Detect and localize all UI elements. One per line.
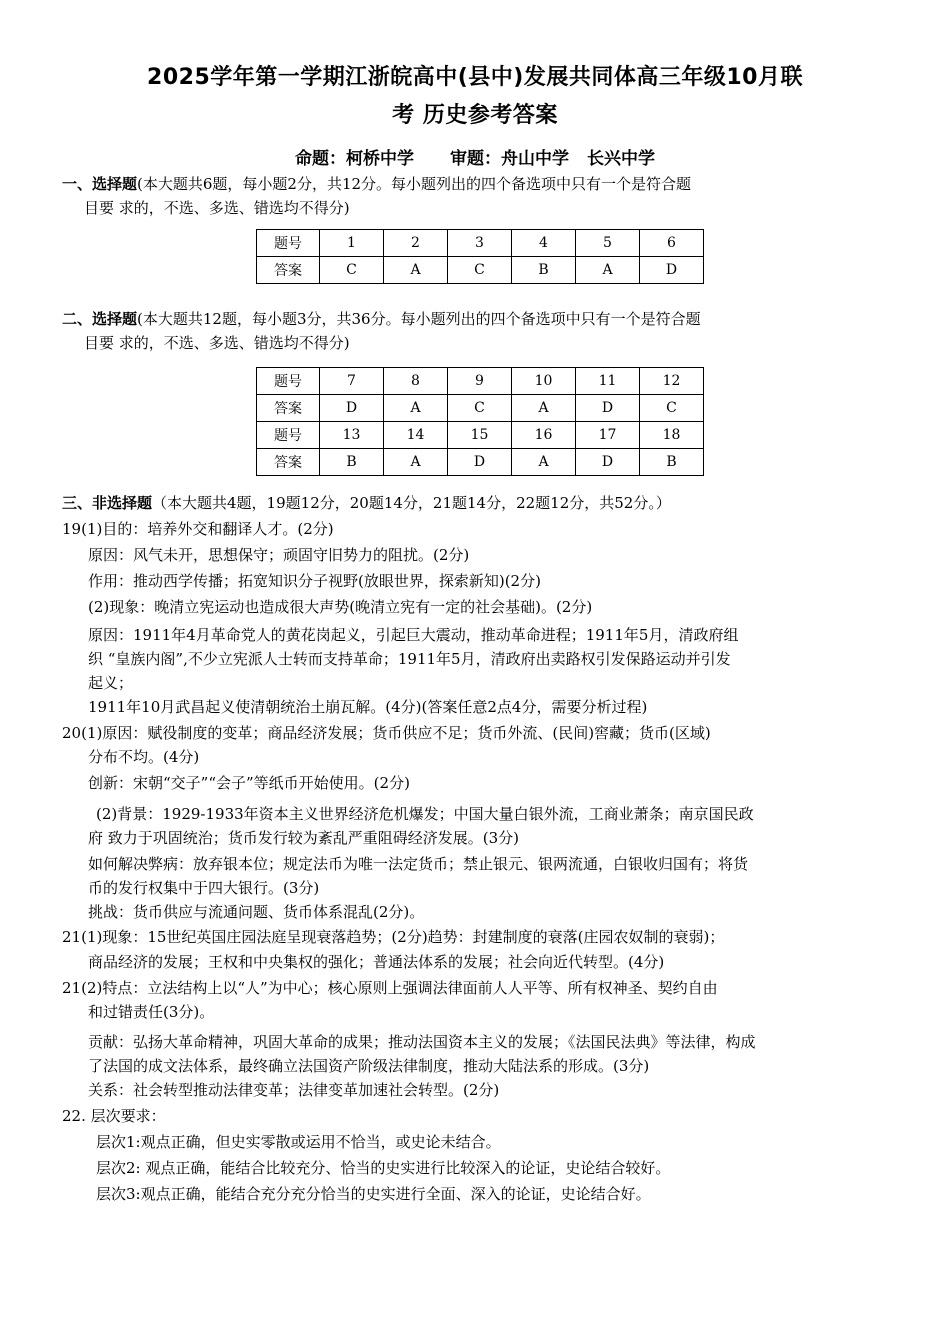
table-cell: 10 — [512, 368, 576, 395]
table-cell: B — [640, 449, 704, 476]
table-cell: B — [512, 257, 576, 284]
table-cell: C — [448, 257, 512, 284]
table-cell: 题号 — [257, 230, 320, 257]
table-cell: 8 — [384, 368, 448, 395]
table-cell: 14 — [384, 422, 448, 449]
section-3-desc: （本大题共4题，19题12分，20题14分，21题14分，22题12分，共52分。） — [152, 494, 671, 512]
table-cell: C — [448, 395, 512, 422]
section-1-title: 一、选择题 — [62, 175, 138, 193]
answer-line: 创新：宋朝“交子”“会子”等纸币开始使用。(2分) — [88, 774, 410, 792]
page-title-line-2: 考 历史参考答案 — [392, 103, 558, 128]
answer-line: 贡献：弘扬大革命精神，巩固大革命的成果；推动法国资本主义的发展；《法国民法典》等法律，构成 — [88, 1033, 756, 1051]
table-cell: 5 — [576, 230, 640, 257]
table-cell: D — [576, 395, 640, 422]
answer-line: (2)现象：晚清立宪运动也造成很大声势(晚清立宪有一定的社会基础)。(2分) — [88, 598, 593, 616]
answer-line: 19(1)目的：培养外交和翻译人才。(2分) — [62, 520, 334, 538]
answer-line: 织 “皇族内阁”,不少立宪派人士转而支持革命；1911年5月，清政府出卖路权引发保路运动并引发 — [88, 650, 731, 668]
table-cell: 11 — [576, 368, 640, 395]
table-cell: 7 — [320, 368, 384, 395]
section-2-desc-cont: 目要 求的，不选、多选、错选均不得分) — [84, 334, 350, 352]
section-1-heading — [62, 172, 892, 220]
table-cell: 题号 — [257, 368, 320, 395]
table-cell: 6 — [640, 230, 704, 257]
table-cell: D — [448, 449, 512, 476]
answer-line: 层次3:观点正确，能结合充分充分恰当的史实进行全面、深入的论证，史论结合好。 — [96, 1185, 651, 1203]
section-2-heading — [62, 307, 892, 355]
table-cell: 17 — [576, 422, 640, 449]
table-cell: 15 — [448, 422, 512, 449]
answer-line: 商品经济的发展；王权和中央集权的强化；普通法体系的发展；社会向近代转型。(4分) — [88, 953, 665, 971]
answer-line: 22. 层次要求： — [62, 1107, 166, 1125]
answer-line: 起义； — [88, 674, 134, 692]
authors-line — [0, 144, 950, 169]
table-cell: C — [320, 257, 384, 284]
answer-line: 21(1)现象：15世纪英国庄园法庭呈现衰落趋势；(2分)趋势：封建制度的衰落(庄园农奴制的衰弱)； — [62, 928, 725, 946]
table-cell: 2 — [384, 230, 448, 257]
table-cell: C — [640, 395, 704, 422]
answer-line: 原因：风气未开，思想保守；顽固守旧势力的阻扰。(2分) — [88, 546, 470, 564]
table-cell: B — [320, 449, 384, 476]
answer-line: 关系：社会转型推动法律变革；法律变革加速社会转型。(2分) — [88, 1081, 500, 1099]
answer-line: 分布不均。(4分) — [88, 748, 200, 766]
table-row — [257, 368, 704, 395]
table-cell: 答案 — [257, 257, 320, 284]
reviewer-2-label: 长兴中学 — [587, 149, 655, 169]
table-row — [257, 449, 704, 476]
table-cell: 9 — [448, 368, 512, 395]
table-cell: 3 — [448, 230, 512, 257]
table-row — [257, 422, 704, 449]
table-cell: A — [384, 257, 448, 284]
table-row — [257, 230, 704, 257]
reviewer-label: 审题：舟山中学 — [450, 149, 569, 169]
table-cell: 16 — [512, 422, 576, 449]
answer-line: 如何解决弊病：放弃银本位；规定法币为唯一法定货币；禁止银元、银两流通，白银收归国有；将货 — [88, 855, 749, 873]
answer-line: 1911年10月武昌起义使清朝统治土崩瓦解。(4分)(答案任意2点4分，需要分析过程) — [88, 698, 648, 716]
setter-label: 命题：柯桥中学 — [295, 149, 414, 169]
table-cell: A — [576, 257, 640, 284]
answer-line: 作用：推动西学传播；拓宽知识分子视野(放眼世界，探索新知)(2分) — [88, 572, 541, 590]
section-2-title: 二、选择题 — [62, 310, 138, 328]
answer-line: 层次2: 观点正确，能结合比较充分、恰当的史实进行比较深入的论证，史论结合较好。 — [96, 1159, 671, 1177]
answer-line: 和过错责任(3分)。 — [88, 1003, 215, 1021]
table-cell: 题号 — [257, 422, 320, 449]
answer-line: 府 致力于巩固统治；货币发行较为紊乱严重阻碍经济发展。(3分) — [88, 829, 520, 847]
answer-line: 原因：1911年4月革命党人的黄花岗起义，引起巨大震动，推动革命进程；1911年5月，清政府组 — [88, 626, 739, 644]
table-cell: D — [576, 449, 640, 476]
table-cell: 12 — [640, 368, 704, 395]
table-row — [257, 395, 704, 422]
page-title-line-1: 2025学年第一学期江浙皖高中(县中)发展共同体高三年级10月联 — [147, 65, 803, 90]
table-cell: 答案 — [257, 449, 320, 476]
table-row — [257, 257, 704, 284]
section-1-desc: (本大题共6题，每小题2分，共12分。每小题列出的四个备选项中只有一个是符合题 — [137, 175, 692, 193]
section-3-title: 三、非选择题 — [62, 494, 153, 512]
answer-line: 了法国的成文法体系，最终确立法国资产阶级法律制度，推动大陆法系的形成。(3分) — [88, 1057, 650, 1075]
section-2-desc: (本大题共12题，每小题3分，共36分。每小题列出的四个备选项中只有一个是符合题 — [137, 310, 701, 328]
table-cell: D — [320, 395, 384, 422]
table-cell: A — [512, 449, 576, 476]
table-cell: 18 — [640, 422, 704, 449]
answer-line: 21(2)特点：立法结构上以“人”为中心；核心原则上强调法律面前人人平等、所有权神圣、契约自由 — [62, 979, 718, 997]
answer-line: 层次1:观点正确，但史实零散或运用不恰当，或史论未结合。 — [96, 1133, 501, 1151]
table-cell: 1 — [320, 230, 384, 257]
section-1-answer-table — [256, 229, 704, 284]
section-1-desc-cont: 目要 求的，不选、多选、错选均不得分) — [84, 199, 350, 217]
answer-line: 挑战：货币供应与流通问题、货币体系混乱(2分)。 — [88, 903, 425, 921]
answer-line: 币的发行权集中于四大银行。(3分) — [88, 879, 320, 897]
table-cell: 13 — [320, 422, 384, 449]
section-3-heading — [62, 491, 902, 515]
table-cell: A — [384, 449, 448, 476]
table-cell: 答案 — [257, 395, 320, 422]
table-cell: A — [384, 395, 448, 422]
answer-line: (2)背景：1929-1933年资本主义世界经济危机爆发；中国大量白银外流，工商业萧条；南京国民政 — [96, 805, 754, 823]
section-2-answer-table — [256, 367, 704, 476]
table-cell: D — [640, 257, 704, 284]
answer-line: 20(1)原因：赋役制度的变革；商品经济发展；货币供应不足；货币外流、(民间)窖藏；货币(区域) — [62, 724, 711, 742]
table-cell: 4 — [512, 230, 576, 257]
table-cell: A — [512, 395, 576, 422]
